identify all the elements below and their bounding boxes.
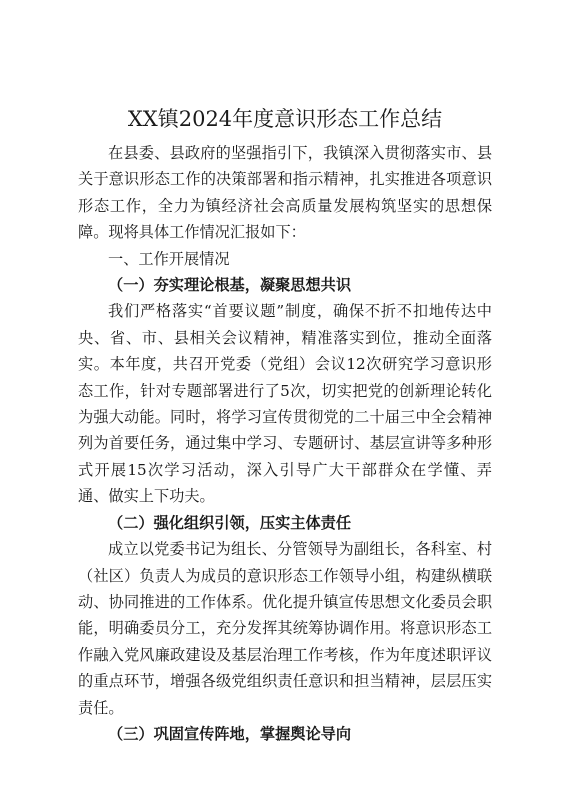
section-heading: 一、工作开展情况 xyxy=(108,249,230,268)
intro-paragraph: 在县委、县政府的坚强指引下，我镇深入贯彻落实市、县关于意识形态工作的决策部署和指示精神，扎实推进各项意识形态工作，全力为镇经济社会高质量发展构筑坚实的思想保障。现将具体工作情况汇报如下： xyxy=(78,144,492,242)
subsection-heading: （二）强化组织引领，压实主体责任 xyxy=(108,513,351,532)
subsection-heading: （一）夯实理论根基，凝聚思想共识 xyxy=(108,276,351,295)
subsection-heading: （三）巩固宣传阵地，掌握舆论导向 xyxy=(108,724,351,743)
subsection-paragraph: 成立以党委书记为组长、分管领导为副组长，各科室、村（社区）负责人为成员的意识形态工作领导小组，构建纵横联动、协同推进的工作体系。优化提升镇宣传思想文化委员会职能，明确委员分工，充分发挥其统筹协调作用。将意识形态工作融入党风廉政建设及基层治理工作考核，作为年度述职评议的重点环节，增强各级党组织责任意识和担当精神，层层压实责任。 xyxy=(78,540,492,717)
document-title: XX镇2024年度意识形态工作总结 xyxy=(127,107,443,131)
document-body xyxy=(78,140,492,747)
subsection-paragraph: 我们严格落实“首要议题”制度，确保不折不扣地传达中央、省、市、县相关会议精神，精准落实到位，推动全面落实。本年度，共召开党委（党组）会议12次研究学习意识形态工作，针对专题部署进行了5次，切实把党的创新理论转化为强大动能。同时，将学习宣传贯彻党的二十届三中全会精神列为首要任务，通过集中学习、专题研讨、基层宣讲等多种形式开展15次学习活动，深入引导广大干部群众在学懂、弄通、做实上下功夫。 xyxy=(78,302,492,506)
